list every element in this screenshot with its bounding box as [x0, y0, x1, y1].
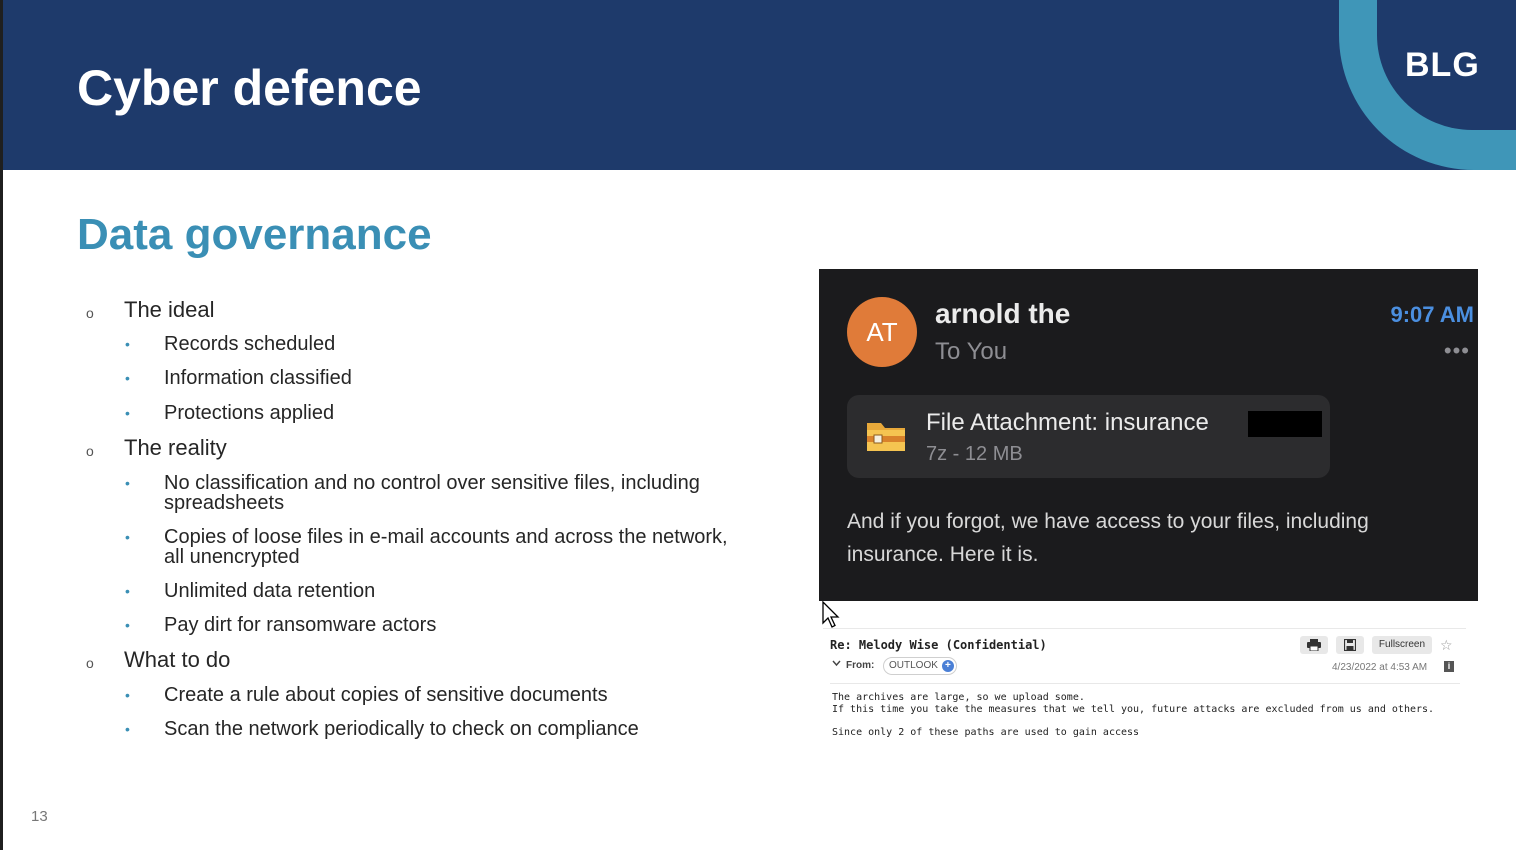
- outline-item: Scan the network periodically to check on compliance: [164, 718, 639, 740]
- sender-avatar: AT: [847, 297, 917, 367]
- outline-item-continuation: spreadsheets: [164, 492, 285, 514]
- info-icon[interactable]: i: [1444, 661, 1454, 672]
- save-button[interactable]: [1336, 636, 1364, 654]
- star-icon[interactable]: ☆: [1440, 637, 1453, 653]
- sender-name: arnold the: [935, 298, 1071, 329]
- outline-heading-what-to-do: What to do: [124, 647, 231, 672]
- sub-bullet: •: [125, 405, 130, 421]
- outline-heading-ideal: The ideal: [124, 297, 215, 322]
- email-body-line: If this time you take the measures that we tell you, future attacks are excluded from us and others.: [832, 704, 1435, 715]
- outline-item: Copies of loose files in e-mail accounts and across the network,: [164, 526, 728, 548]
- ransom-notification-screenshot: [819, 269, 1478, 601]
- save-icon: [1344, 639, 1356, 651]
- email-subject: Re: Melody Wise (Confidential): [830, 638, 1047, 652]
- email-body-line: Since only 2 of these paths are used to gain access: [832, 727, 1140, 738]
- add-contact-icon[interactable]: +: [942, 660, 954, 672]
- outline-bullet: o: [86, 443, 94, 459]
- sub-bullet: •: [125, 687, 130, 703]
- page-number: 13: [31, 808, 48, 825]
- outline-item: Pay dirt for ransomware actors: [164, 614, 437, 636]
- printer-icon: [1307, 639, 1321, 651]
- slide-header: [3, 0, 1516, 170]
- email-divider: [830, 683, 1460, 684]
- attachment-meta: 7z - 12 MB: [926, 443, 1023, 465]
- outline-heading-reality: The reality: [124, 435, 227, 460]
- sub-bullet: •: [125, 529, 130, 545]
- outline-bullet: o: [86, 305, 94, 321]
- email-screenshot: [823, 628, 1466, 749]
- redaction-bar: [1248, 411, 1322, 437]
- print-button[interactable]: [1300, 636, 1328, 654]
- outline-bullet: o: [86, 655, 94, 671]
- section-subtitle: Data governance: [77, 210, 432, 259]
- outline-item: Protections applied: [164, 402, 335, 424]
- chevron-down-icon[interactable]: [832, 659, 841, 668]
- recipient-label: To You: [935, 338, 1008, 365]
- email-body-line: The archives are large, so we upload some.: [832, 692, 1085, 703]
- mouse-cursor-icon: [821, 601, 843, 629]
- message-body: And if you forgot, we have access to your files, including insurance. Here it is.: [847, 510, 1369, 566]
- more-options-icon: •••: [1443, 338, 1470, 363]
- outline-item: Information classified: [164, 367, 352, 389]
- zip-folder-icon: [865, 417, 907, 453]
- message-time: 9:07 AM: [1390, 302, 1474, 327]
- from-label: From:: [846, 660, 875, 671]
- sub-bullet: •: [125, 370, 130, 386]
- sub-bullet: •: [125, 336, 130, 352]
- outline-item: No classification and no control over sensitive files, including: [164, 472, 700, 494]
- outline-item-continuation: all unencrypted: [164, 546, 300, 568]
- sender-pill[interactable]: [883, 657, 957, 675]
- fullscreen-button[interactable]: Fullscreen: [1372, 636, 1432, 654]
- sub-bullet: •: [125, 475, 130, 491]
- attachment-card: [847, 395, 1330, 478]
- email-date: 4/23/2022 at 4:53 AM: [1332, 662, 1428, 673]
- outline-item: Unlimited data retention: [164, 580, 376, 602]
- outline-item: Records scheduled: [164, 333, 336, 355]
- blg-logo: BLG: [1405, 46, 1480, 84]
- sub-bullet: •: [125, 721, 130, 737]
- slide-title: Cyber defence: [77, 60, 422, 116]
- outline-item: Create a rule about copies of sensitive documents: [164, 684, 608, 706]
- sender-value: OUTLOOK: [889, 660, 938, 671]
- sub-bullet: •: [125, 617, 130, 633]
- attachment-title: File Attachment: insurance: [926, 409, 1209, 436]
- sub-bullet: •: [125, 583, 130, 599]
